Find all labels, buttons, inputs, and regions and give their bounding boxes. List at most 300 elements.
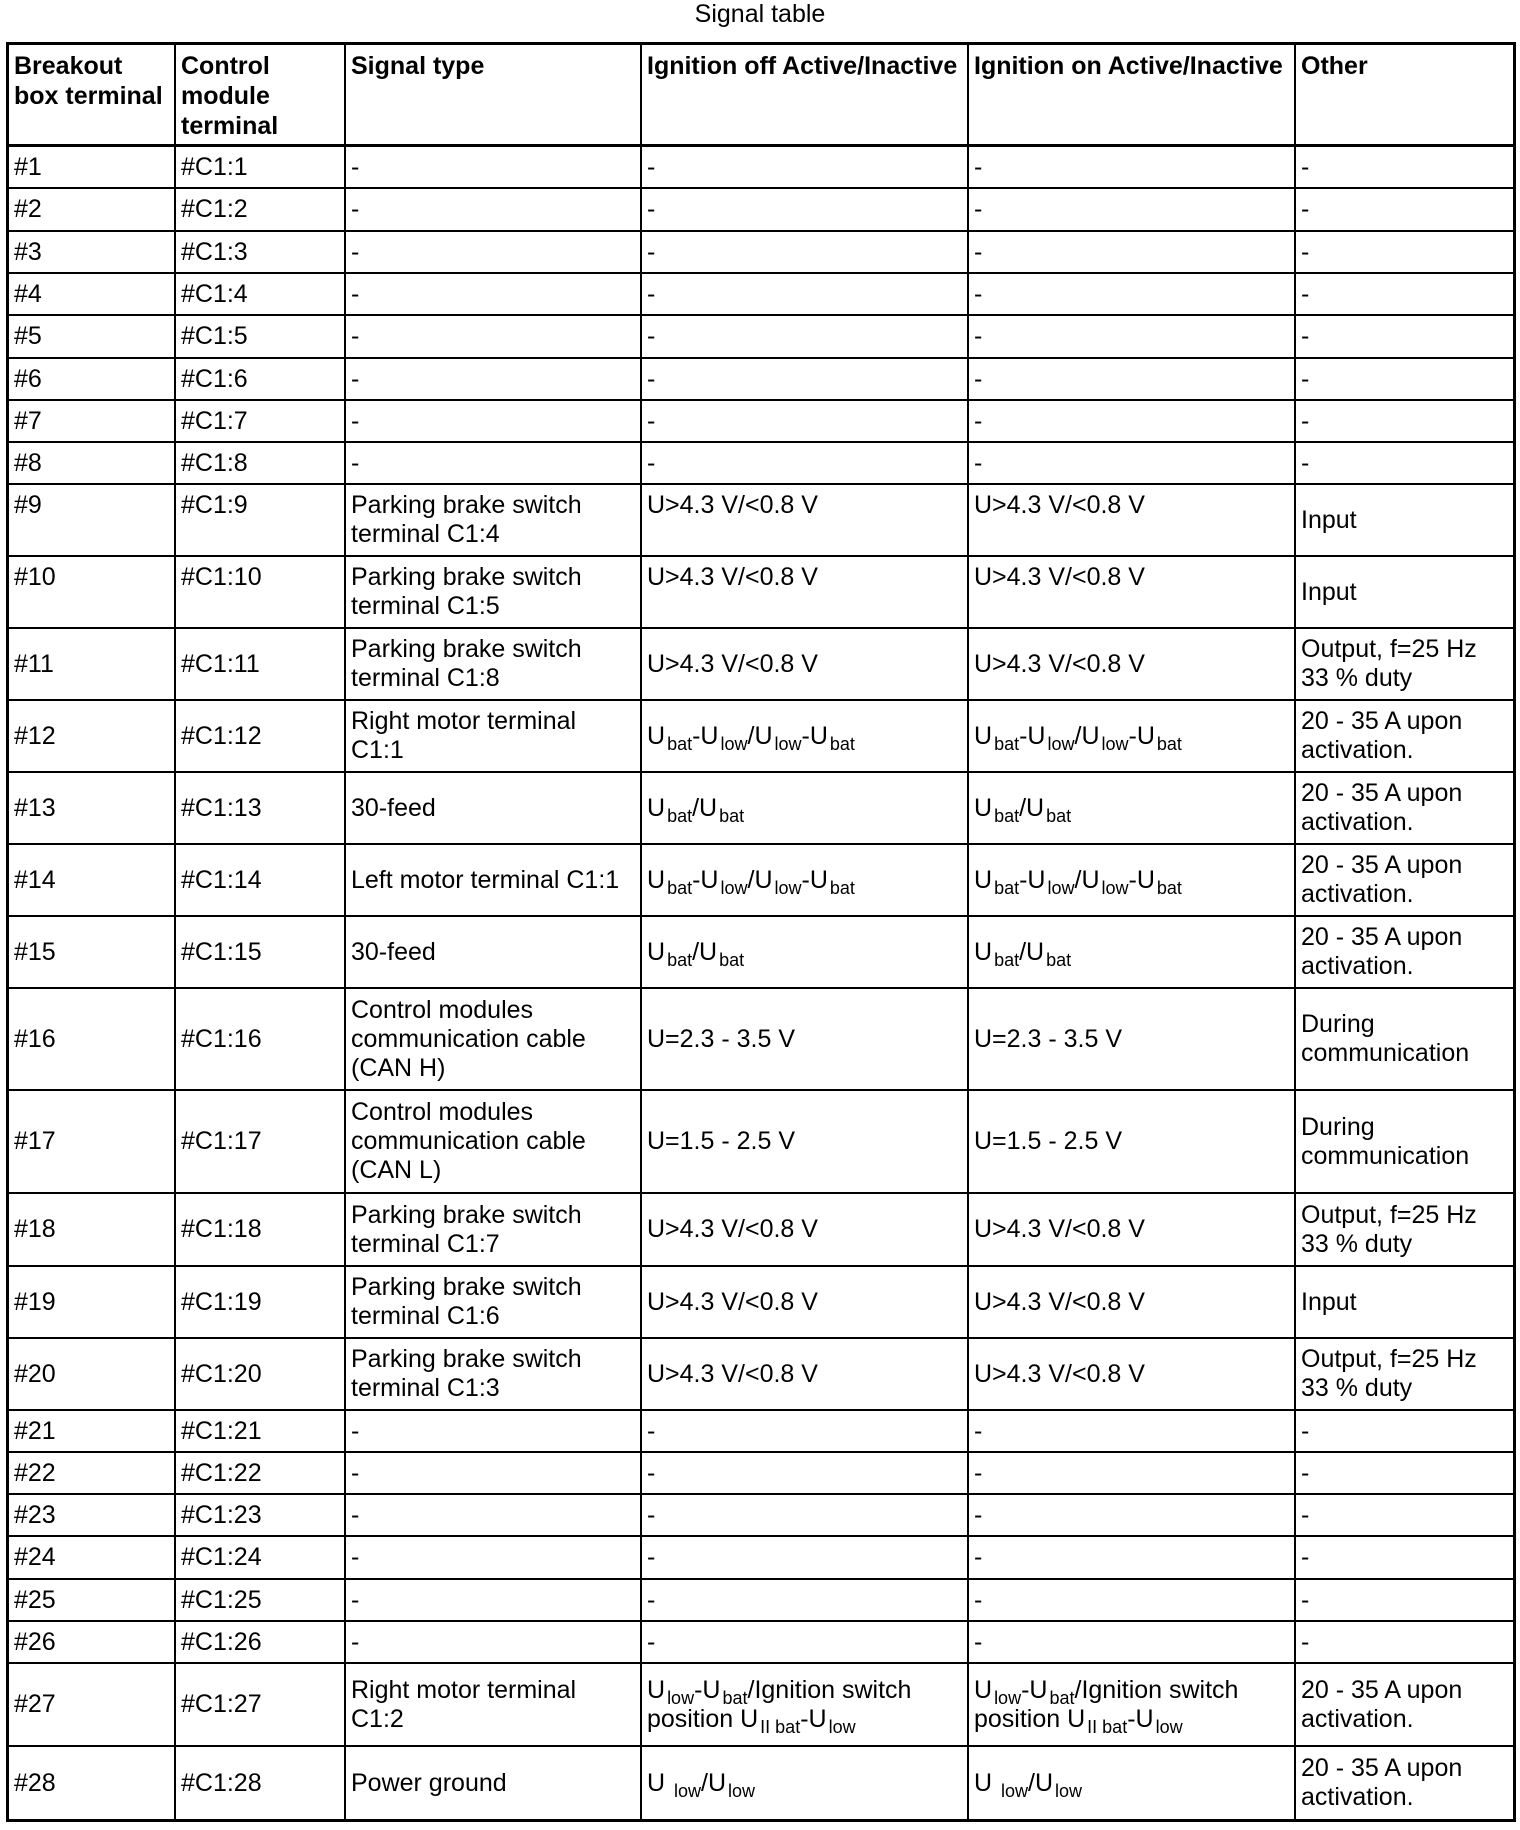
breakout-terminal-cell	[9, 1580, 176, 1620]
cell-text: -	[351, 279, 360, 308]
cell-text: -	[647, 237, 656, 266]
cell-text: #26	[14, 1627, 56, 1656]
table-header-row	[9, 45, 1513, 147]
cell-text: #C1:3	[181, 237, 248, 266]
breakout-terminal-cell	[9, 1267, 176, 1337]
signal-type-cell	[346, 359, 642, 399]
control-module-terminal-cell	[176, 274, 346, 314]
cell-text: #C1:24	[181, 1543, 262, 1571]
cell-text: -	[1301, 1627, 1310, 1656]
formula-value	[647, 793, 745, 826]
cell-text: #19	[14, 1287, 56, 1316]
cell-text: #9	[14, 491, 42, 519]
breakout-terminal-cell	[9, 845, 176, 915]
cell-text: U>4.3 V/<0.8 V	[974, 649, 1145, 678]
cell-text: #C1:21	[181, 1416, 262, 1445]
control-module-terminal-cell	[176, 1537, 346, 1578]
cell-text: #C1:15	[181, 937, 262, 966]
cell-text: #C1:2	[181, 195, 248, 223]
cell-text: -	[647, 152, 656, 181]
subscript-text: bat	[667, 733, 693, 754]
cell-text: -	[351, 1627, 360, 1656]
table-row	[9, 989, 1513, 1091]
ignition-on-cell	[969, 773, 1296, 843]
subscript-text: low	[994, 1687, 1022, 1708]
ignition-on-cell	[969, 1091, 1296, 1192]
signal-type-cell	[346, 1453, 642, 1493]
ignition-on-cell	[969, 1622, 1296, 1662]
cell-text: -	[647, 448, 656, 477]
cell-text: #18	[14, 1215, 56, 1243]
other-cell	[1296, 989, 1513, 1089]
header-signal-type	[346, 45, 642, 144]
breakout-terminal-cell	[9, 147, 176, 187]
ignition-on-cell	[969, 1194, 1296, 1265]
other-cell	[1296, 1339, 1513, 1409]
cell-text: -	[647, 1627, 656, 1656]
cell-text: -	[351, 1500, 360, 1529]
table-row	[9, 1537, 1513, 1580]
breakout-terminal-cell	[9, 1495, 176, 1535]
header-label: Signal type	[351, 52, 485, 80]
formula-text: -U	[694, 1675, 721, 1704]
table-row	[9, 443, 1513, 485]
ignition-off-cell	[642, 1453, 969, 1493]
cell-text: -	[1301, 322, 1310, 350]
formula-text: -U	[1128, 865, 1155, 894]
other-cell	[1296, 1537, 1513, 1578]
cell-text: #C1:16	[181, 1024, 262, 1053]
signal-type-cell	[346, 1664, 642, 1745]
cell-text: #5	[14, 322, 42, 350]
cell-text: Right motor terminal C1:1	[351, 707, 577, 764]
other-cell	[1296, 232, 1513, 272]
table-body	[9, 147, 1513, 1819]
cell-text: #10	[14, 563, 56, 591]
breakout-terminal-cell	[9, 773, 176, 843]
cell-text: -	[351, 322, 360, 350]
ignition-on-cell	[969, 1453, 1296, 1493]
cell-text: During communication	[1301, 1010, 1470, 1067]
control-module-terminal-cell	[176, 232, 346, 272]
cell-text: 20 - 35 A upon activation.	[1301, 851, 1463, 908]
ignition-off-cell	[642, 1194, 969, 1265]
signal-type-cell	[346, 845, 642, 915]
header-control-module-terminal	[176, 45, 346, 144]
ignition-off-cell	[642, 189, 969, 230]
other-cell	[1296, 1664, 1513, 1745]
cell-text: #C1:6	[181, 364, 248, 393]
cell-text: #C1:27	[181, 1690, 262, 1718]
ignition-on-cell	[969, 401, 1296, 441]
subscript-text: low	[774, 733, 802, 754]
cell-text: #27	[14, 1690, 56, 1718]
ignition-off-cell	[642, 485, 969, 555]
signal-type-cell	[346, 1339, 642, 1409]
formula-text: U	[974, 937, 993, 966]
breakout-terminal-cell	[9, 485, 176, 555]
signal-type-cell	[346, 1537, 642, 1578]
other-cell	[1296, 1622, 1513, 1662]
signal-type-cell	[346, 232, 642, 272]
subscript-text: bat	[667, 805, 693, 826]
formula-text: /U	[1074, 865, 1100, 894]
cell-text: -	[974, 364, 983, 393]
ignition-on-cell	[969, 485, 1296, 555]
table-row	[9, 1580, 1513, 1622]
subscript-text: bat	[667, 877, 693, 898]
subscript-text: bat	[829, 733, 855, 754]
subscript-text: low	[1001, 1780, 1029, 1801]
cell-text: -	[1301, 152, 1310, 181]
cell-text: -	[351, 1416, 360, 1445]
cell-text: #6	[14, 364, 42, 393]
table-row	[9, 359, 1513, 401]
other-cell	[1296, 189, 1513, 230]
subscript-text: low	[1055, 1780, 1083, 1801]
formula-text: U	[647, 937, 666, 966]
cell-text: #13	[14, 793, 56, 822]
breakout-terminal-cell	[9, 629, 176, 699]
cell-text: -	[974, 1627, 983, 1656]
signal-type-cell	[346, 189, 642, 230]
cell-text: #C1:14	[181, 865, 262, 894]
table-row	[9, 773, 1513, 845]
signal-type-cell	[346, 989, 642, 1089]
breakout-terminal-cell	[9, 274, 176, 314]
cell-text: 20 - 35 A upon activation.	[1301, 779, 1463, 836]
cell-text: -	[647, 195, 656, 223]
formula-text: /U	[1074, 721, 1100, 750]
signal-type-cell	[346, 1622, 642, 1662]
signal-type-cell	[346, 316, 642, 357]
header-other	[1296, 45, 1513, 144]
breakout-terminal-cell	[9, 1339, 176, 1409]
breakout-terminal-cell	[9, 1453, 176, 1493]
ignition-on-cell	[969, 1339, 1296, 1409]
cell-text: -	[647, 1585, 656, 1614]
cell-text: #C1:28	[181, 1768, 262, 1797]
cell-text: -	[351, 1543, 360, 1571]
cell-text: -	[1301, 1543, 1310, 1571]
cell-text: U=1.5 - 2.5 V	[647, 1127, 795, 1155]
table-row	[9, 1194, 1513, 1267]
ignition-on-cell	[969, 359, 1296, 399]
subscript-text: bat	[994, 877, 1020, 898]
ignition-off-cell	[642, 1664, 969, 1745]
subscript-text: bat	[719, 949, 745, 970]
subscript-text: bat	[667, 949, 693, 970]
other-cell	[1296, 629, 1513, 699]
cell-text: #C1:4	[181, 279, 248, 308]
formula-value	[974, 865, 1182, 898]
subscript-text: low	[667, 1687, 695, 1708]
other-cell	[1296, 274, 1513, 314]
formula-text: -U	[801, 865, 828, 894]
formula-text: -U	[692, 721, 719, 750]
cell-text: 30-feed	[351, 937, 436, 966]
cell-text: #C1:12	[181, 721, 262, 750]
signal-type-cell	[346, 147, 642, 187]
subscript-text: bat	[1049, 1687, 1075, 1708]
cell-text: -	[974, 1458, 983, 1487]
cell-text: Output, f=25 Hz 33 % duty	[1301, 1200, 1477, 1258]
breakout-terminal-cell	[9, 989, 176, 1089]
subscript-text: low	[1047, 877, 1075, 898]
cell-text: #C1:9	[181, 491, 248, 519]
signal-table	[6, 42, 1516, 1822]
cell-text: -	[647, 364, 656, 393]
cell-text: #C1:18	[181, 1215, 262, 1243]
other-cell	[1296, 316, 1513, 357]
subscript-text: low	[720, 877, 748, 898]
formula-text: U	[974, 721, 993, 750]
other-cell	[1296, 1453, 1513, 1493]
cell-text: -	[351, 1585, 360, 1614]
header-ignition-off	[642, 45, 969, 144]
formula-text: U	[647, 1768, 672, 1797]
breakout-terminal-cell	[9, 1537, 176, 1578]
control-module-terminal-cell	[176, 773, 346, 843]
breakout-terminal-cell	[9, 917, 176, 987]
header-ignition-on	[969, 45, 1296, 144]
ignition-off-cell	[642, 989, 969, 1089]
table-row	[9, 274, 1513, 316]
subscript-text: bat	[994, 805, 1020, 826]
subscript-text: low	[774, 877, 802, 898]
cell-text: -	[974, 1500, 983, 1529]
signal-type-cell	[346, 1411, 642, 1451]
table-row	[9, 557, 1513, 629]
header-label: Ignition off Active/Inactive	[647, 52, 958, 80]
control-module-terminal-cell	[176, 401, 346, 441]
signal-type-cell	[346, 1580, 642, 1620]
breakout-terminal-cell	[9, 1664, 176, 1745]
breakout-terminal-cell	[9, 232, 176, 272]
other-cell	[1296, 147, 1513, 187]
cell-text: #C1:22	[181, 1458, 262, 1487]
cell-text: U=2.3 - 3.5 V	[974, 1024, 1122, 1053]
signal-type-cell	[346, 443, 642, 483]
control-module-terminal-cell	[176, 701, 346, 771]
cell-text: #C1:5	[181, 322, 248, 350]
ignition-off-cell	[642, 274, 969, 314]
ignition-on-cell	[969, 274, 1296, 314]
formula-text: U	[974, 1675, 993, 1704]
control-module-terminal-cell	[176, 1580, 346, 1620]
signal-type-cell	[346, 485, 642, 555]
subscript-text: low	[828, 1716, 856, 1737]
breakout-terminal-cell	[9, 189, 176, 230]
cell-text: 20 - 35 A upon activation.	[1301, 923, 1463, 980]
ignition-on-cell	[969, 917, 1296, 987]
other-cell	[1296, 773, 1513, 843]
table-row	[9, 485, 1513, 557]
ignition-on-cell	[969, 232, 1296, 272]
formula-text: U	[974, 793, 993, 822]
cell-text: -	[351, 152, 360, 181]
other-cell	[1296, 1580, 1513, 1620]
breakout-terminal-cell	[9, 1091, 176, 1192]
cell-text: #24	[14, 1543, 56, 1571]
formula-text: -U	[1019, 721, 1046, 750]
formula-text: /U	[1019, 793, 1045, 822]
ignition-off-cell	[642, 443, 969, 483]
formula-text: -U	[1019, 865, 1046, 894]
signal-type-cell	[346, 701, 642, 771]
table-caption: Signal table	[694, 0, 826, 28]
cell-text: -	[974, 1543, 983, 1571]
cell-text: -	[974, 1416, 983, 1445]
cell-text: #28	[14, 1768, 56, 1797]
control-module-terminal-cell	[176, 147, 346, 187]
ignition-off-cell	[642, 629, 969, 699]
ignition-off-cell	[642, 359, 969, 399]
table-row	[9, 1453, 1513, 1495]
breakout-terminal-cell	[9, 316, 176, 357]
subscript-text: bat	[1046, 949, 1072, 970]
ignition-off-cell	[642, 557, 969, 627]
subscript-text: bat	[1156, 877, 1182, 898]
signal-type-cell	[346, 1495, 642, 1535]
cell-text: #3	[14, 237, 42, 266]
subscript-text: low	[728, 1780, 756, 1801]
other-cell	[1296, 1091, 1513, 1192]
cell-text: #14	[14, 865, 56, 894]
cell-text: Control modules communication cable (CAN L)	[351, 1098, 586, 1184]
formula-text: -U	[1127, 1704, 1154, 1733]
ignition-off-cell	[642, 232, 969, 272]
signal-type-cell	[346, 773, 642, 843]
ignition-on-cell	[969, 1747, 1296, 1819]
cell-text: -	[647, 1543, 656, 1571]
control-module-terminal-cell	[176, 1339, 346, 1409]
ignition-off-cell	[642, 1747, 969, 1819]
subscript-text: low	[1047, 733, 1075, 754]
cell-text: #C1:7	[181, 406, 248, 435]
breakout-terminal-cell	[9, 1194, 176, 1265]
other-cell	[1296, 701, 1513, 771]
other-cell	[1296, 1267, 1513, 1337]
subscript-text: II bat	[1087, 1716, 1128, 1737]
cell-text: Right motor terminal C1:2	[351, 1675, 577, 1733]
cell-text: #C1:1	[181, 152, 248, 181]
control-module-terminal-cell	[176, 1411, 346, 1451]
formula-value	[647, 865, 855, 898]
control-module-terminal-cell	[176, 1453, 346, 1493]
subscript-text: low	[1101, 733, 1129, 754]
cell-text: U>4.3 V/<0.8 V	[647, 563, 818, 591]
subscript-text: low	[1155, 1716, 1183, 1737]
other-cell	[1296, 1411, 1513, 1451]
breakout-terminal-cell	[9, 557, 176, 627]
formula-value	[647, 937, 745, 970]
formula-text: /U	[692, 937, 718, 966]
cell-text: -	[1301, 1416, 1310, 1445]
cell-text: -	[974, 152, 983, 181]
formula-text: -U	[800, 1704, 827, 1733]
cell-text: Control modules communication cable (CAN H)	[351, 995, 586, 1082]
control-module-terminal-cell	[176, 557, 346, 627]
control-module-terminal-cell	[176, 1495, 346, 1535]
cell-text: #23	[14, 1500, 56, 1529]
cell-text: Parking brake switch terminal C1:4	[351, 491, 582, 548]
table-row	[9, 1495, 1513, 1537]
cell-text: U>4.3 V/<0.8 V	[974, 491, 1145, 519]
control-module-terminal-cell	[176, 1267, 346, 1337]
control-module-terminal-cell	[176, 1194, 346, 1265]
control-module-terminal-cell	[176, 1091, 346, 1192]
formula-text: U	[647, 721, 666, 750]
cell-text: -	[647, 1416, 656, 1445]
formula-text: /U	[1028, 1768, 1054, 1797]
subscript-text: bat	[722, 1687, 748, 1708]
cell-text: #C1:19	[181, 1287, 262, 1316]
subscript-text: bat	[994, 733, 1020, 754]
other-cell	[1296, 557, 1513, 627]
breakout-terminal-cell	[9, 443, 176, 483]
subscript-text: bat	[994, 949, 1020, 970]
cell-text: Output, f=25 Hz 33 % duty	[1301, 635, 1477, 692]
ignition-off-cell	[642, 1091, 969, 1192]
cell-text: -	[974, 1585, 983, 1614]
cell-text: #7	[14, 406, 42, 435]
cell-text: U>4.3 V/<0.8 V	[974, 563, 1145, 591]
control-module-terminal-cell	[176, 1747, 346, 1819]
cell-text: #C1:20	[181, 1359, 262, 1388]
formula-value	[974, 721, 1182, 754]
ignition-off-cell	[642, 917, 969, 987]
cell-text: #2	[14, 195, 42, 223]
other-cell	[1296, 1194, 1513, 1265]
subscript-text: bat	[1156, 733, 1182, 754]
formula-value	[974, 937, 1072, 970]
ignition-off-cell	[642, 1537, 969, 1578]
breakout-terminal-cell	[9, 1411, 176, 1451]
formula-value	[974, 1675, 1239, 1737]
ignition-off-cell	[642, 845, 969, 915]
ignition-off-cell	[642, 1411, 969, 1451]
table-row	[9, 1267, 1513, 1339]
formula-value	[647, 721, 855, 754]
cell-text: -	[351, 195, 360, 223]
breakout-terminal-cell	[9, 1747, 176, 1819]
table-row	[9, 701, 1513, 773]
formula-text: /Ignition switch position U	[647, 1675, 912, 1733]
cell-text: U=1.5 - 2.5 V	[974, 1127, 1122, 1155]
cell-text: U>4.3 V/<0.8 V	[647, 1287, 818, 1316]
signal-type-cell	[346, 1267, 642, 1337]
other-cell	[1296, 401, 1513, 441]
cell-text: -	[974, 322, 983, 350]
table-row	[9, 1622, 1513, 1664]
table-row	[9, 629, 1513, 701]
control-module-terminal-cell	[176, 989, 346, 1089]
cell-text: -	[647, 406, 656, 435]
subscript-text: bat	[1046, 805, 1072, 826]
breakout-terminal-cell	[9, 701, 176, 771]
cell-text: -	[974, 448, 983, 477]
cell-text: #C1:25	[181, 1585, 262, 1614]
cell-text: -	[1301, 406, 1310, 435]
cell-text: -	[974, 279, 983, 308]
table-row	[9, 316, 1513, 359]
cell-text: #21	[14, 1416, 56, 1445]
cell-text: #11	[14, 649, 54, 678]
cell-text: #12	[14, 721, 56, 750]
table-row	[9, 845, 1513, 917]
formula-text: U	[647, 793, 666, 822]
